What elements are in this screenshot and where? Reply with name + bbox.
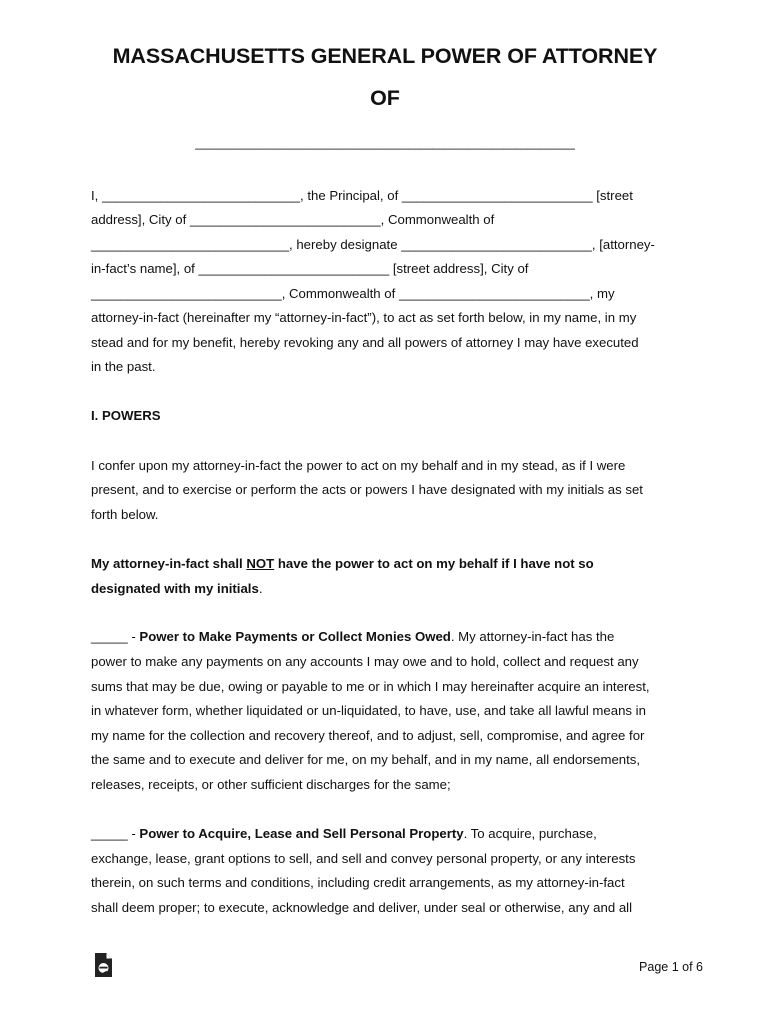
intro-line: ___________________________, hereby designate __________________________, [attorney-: [91, 237, 655, 252]
page-number: Page 1 of 6: [639, 960, 703, 974]
notice-line: [91, 556, 594, 572]
document-title-of: OF: [370, 86, 400, 110]
power-text-line: releases, receipts, or other sufficient discharges for the same;: [91, 777, 451, 792]
document-e-icon: [92, 952, 114, 978]
power-heading: Power to Make Payments or Collect Monies Owed: [139, 629, 451, 644]
power-text-line: shall deem proper; to execute, acknowledge and deliver, under seal or otherwise, any and all: [91, 900, 633, 915]
notice-text: My attorney-in-fact shall: [91, 556, 247, 571]
intro-line: attorney-in-fact (hereinafter my “attorney-in-fact”), to act as set forth below, in my name, in my: [91, 310, 637, 325]
notice-line: [91, 581, 262, 597]
power-text-line: my name for the collection and recovery thereof, and to adjust, sell, compromise, and agree for: [91, 728, 645, 743]
notice-text: designated with my initials: [91, 581, 259, 596]
section-heading: I. POWERS: [91, 408, 161, 423]
intro-line: address], City of __________________________, Commonwealth of: [91, 212, 495, 227]
confer-line: forth below.: [91, 507, 159, 522]
confer-line: I confer upon my attorney-in-fact the power to act on my behalf and in my stead, as if I were: [91, 458, 626, 473]
power-heading: Power to Acquire, Lease and Sell Personal Property: [139, 826, 464, 841]
intro-line: in the past.: [91, 359, 156, 374]
power-text-line: therein, on such terms and conditions, including credit arrangements, as my attorney-in-fact: [91, 875, 625, 890]
power-payments-line: [91, 629, 614, 645]
notice-text: have the power to act on my behalf if I have not so: [274, 556, 594, 571]
notice-period: .: [258, 581, 263, 596]
intro-line: stead and for my benefit, hereby revoking any and all powers of attorney I may have executed: [91, 335, 639, 350]
power-text: . My attorney-in-fact has the: [450, 629, 615, 644]
power-text-line: exchange, lease, grant options to sell, and sell and convey personal property, or any interests: [91, 851, 636, 866]
initials-blank: _____ -: [91, 629, 140, 644]
intro-line: __________________________, Commonwealth of __________________________, my: [91, 286, 615, 301]
confer-line: present, and to exercise or perform the acts or powers I have designated with my initials as set: [91, 482, 643, 497]
intro-line: in-fact’s name], of __________________________ [street address], City of: [91, 261, 529, 276]
power-text-line: in whatever form, whether liquidated or un-liquidated, to have, use, and take all lawful means in: [91, 703, 646, 718]
document-title: MASSACHUSETTS GENERAL POWER OF ATTORNEY: [112, 44, 658, 68]
intro-line: I, ___________________________, the Principal, of __________________________ [street: [91, 188, 633, 203]
power-text-line: sums that may be due, owing or payable to me or in which I may hereinafter acquire an interest,: [91, 679, 650, 694]
power-text: . To acquire, purchase,: [463, 826, 597, 841]
initials-blank: _____ -: [91, 826, 140, 841]
power-property-line: [91, 826, 597, 842]
power-text-line: the same and to execute and deliver for me, on my behalf, and in my name, all endorsements,: [91, 752, 641, 767]
notice-not: NOT: [246, 556, 275, 571]
power-text-line: power to make any payments on any accounts I may owe and to hold, collect and request any: [91, 654, 639, 669]
principal-name-blank: ________________________________: [195, 128, 575, 152]
